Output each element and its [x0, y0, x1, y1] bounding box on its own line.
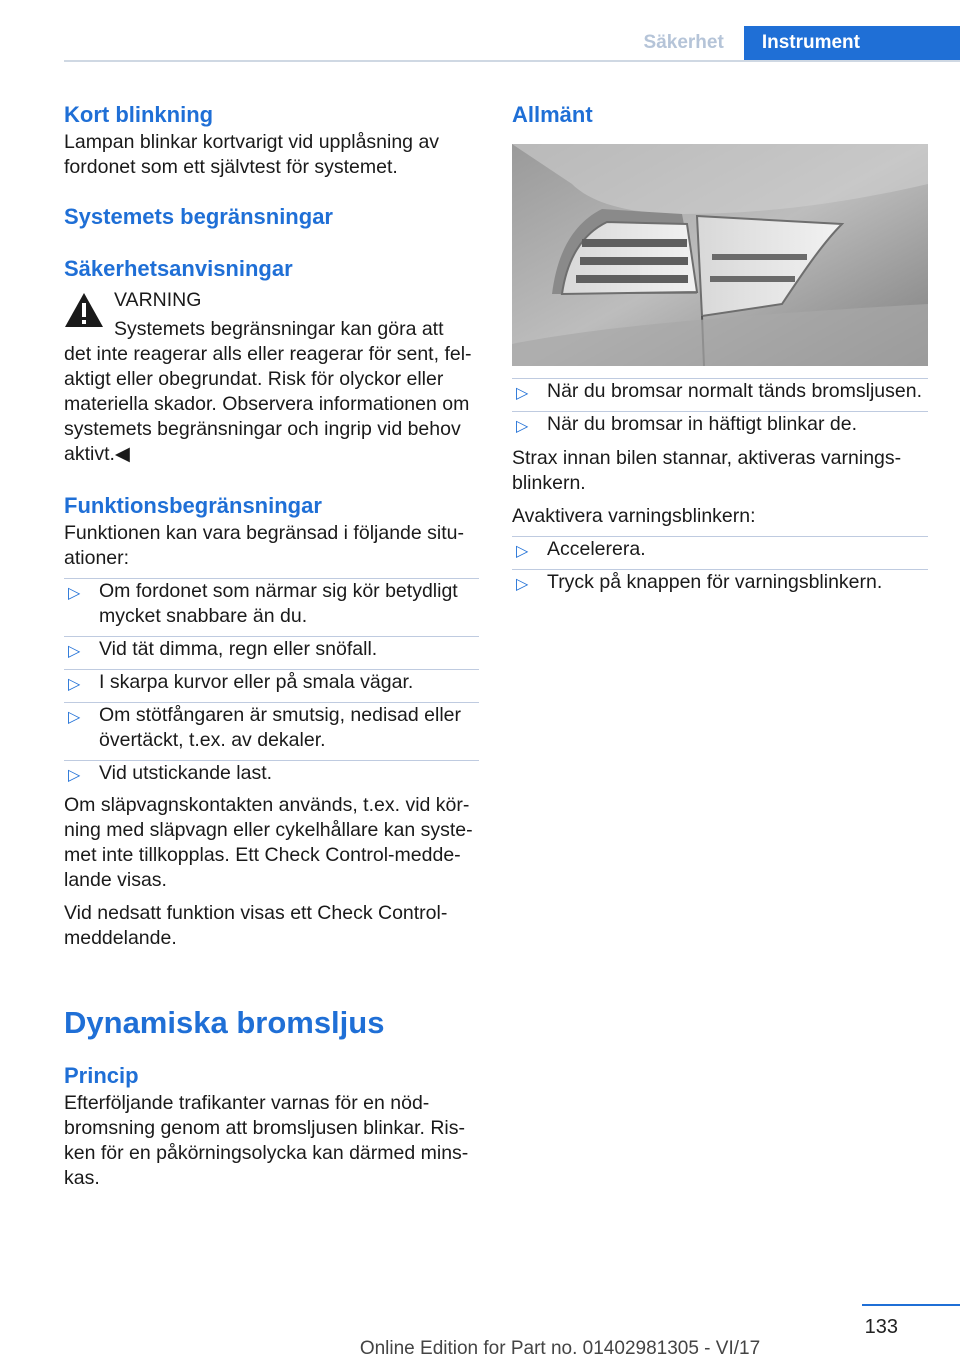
brake-list — [512, 378, 928, 444]
strax-text: Strax innan bilen stannar, aktiveras varningsblinkern. — [512, 447, 902, 494]
warning-title: VARNING — [114, 289, 202, 311]
nedsatt-text: Vid nedsatt funktion visas ett Check Control-meddelande. — [64, 902, 448, 949]
sakerhetsanvisningar-heading: Säkerhetsanvisningar — [64, 256, 293, 281]
avaktivera-text: Avaktivera varningsblinkern: — [512, 505, 756, 527]
systemets-begransningar-heading: Systemets begränsningar — [64, 204, 333, 229]
funktionsbegransningar-heading: Funktionsbegränsningar — [64, 493, 322, 518]
list-item: ▷ Om fordonet som närmar sig kör betydligt mycket snabbare än du. — [64, 578, 479, 636]
warning-text-rest: det inte reagerar alls eller reagerar för sent, felaktigt eller obegrundat. Risk för olyckor eller materiella skador. Observera informationen om systemets begränsningar och ingrip vid behov aktivt.◀ — [64, 343, 472, 465]
footer-rule — [862, 1304, 960, 1306]
list-item: ▷ När du bromsar in häftigt blinkar de. — [512, 411, 928, 444]
list-item: ▷ Tryck på knappen för varningsblinkern. — [512, 569, 928, 602]
avaktivera-list — [512, 536, 928, 602]
bullet-triangle-icon: ▷ — [516, 418, 529, 435]
edition-line: Online Edition for Part no. 01402981305 - VI/17 — [359, 1338, 761, 1359]
list-item: ▷ Accelerera. — [512, 536, 928, 569]
page-number: 133 — [864, 1316, 898, 1338]
slapvagn-text: Om släpvagnskontakten används, t.ex. vid körning med släpvagn eller cykelhållare kan systemet inte tillkopplas. Ett Check Control-meddelande visas. — [64, 794, 473, 891]
bullet-triangle-icon: ▷ — [68, 709, 81, 726]
warning-text-line1: Systemets begränsningar kan göra att — [114, 318, 444, 340]
funktion-list — [64, 578, 479, 793]
left-column — [64, 100, 479, 1191]
allmant-heading: Allmänt — [512, 102, 593, 127]
header-rule — [64, 60, 960, 62]
dynamiska-bromsljus-heading: Dynamiska bromsljus — [64, 1005, 385, 1040]
bullet-triangle-icon: ▷ — [516, 576, 529, 593]
warning-block — [64, 288, 479, 467]
list-item: ▷ Vid utstickande last. — [64, 760, 479, 793]
bullet-triangle-icon: ▷ — [68, 676, 81, 693]
funktion-intro: Funktionen kan vara begränsad i följande situationer: — [64, 522, 465, 569]
list-item: ▷ När du bromsar normalt tänds bromsljusen. — [512, 378, 928, 411]
kort-blinkning-text: Lampan blinkar kortvarigt vid upplåsning av fordonet som ett självtest för systemet. — [64, 131, 440, 178]
tab-sakerhet[interactable]: Säkerhet — [624, 26, 744, 60]
list-item: ▷ I skarpa kurvor eller på smala vägar. — [64, 669, 479, 702]
bullet-triangle-icon: ▷ — [516, 385, 529, 402]
kort-blinkning-heading: Kort blinkning — [64, 102, 214, 127]
brake-light-illustration — [512, 144, 928, 366]
bullet-triangle-icon: ▷ — [516, 543, 529, 560]
tab-instrument[interactable]: Instrument — [744, 26, 960, 60]
princip-heading: Princip — [64, 1063, 139, 1088]
bullet-triangle-icon: ▷ — [68, 643, 81, 660]
bullet-triangle-icon: ▷ — [68, 767, 81, 784]
bullet-triangle-icon: ▷ — [68, 585, 81, 602]
section-tabs — [624, 26, 960, 60]
list-item: ▷ Om stötfångaren är smutsig, nedisad eller övertäckt, t.ex. av dekaler. — [64, 702, 479, 760]
list-item: ▷ Vid tät dimma, regn eller snöfall. — [64, 636, 479, 669]
right-column — [512, 100, 928, 602]
warning-icon — [64, 292, 104, 328]
princip-text: Efterföljande trafikanter varnas för en nödbromsning genom att bromsljusen blinkar. Risken för en påkörningsolycka kan därmed minskas. — [64, 1092, 469, 1189]
